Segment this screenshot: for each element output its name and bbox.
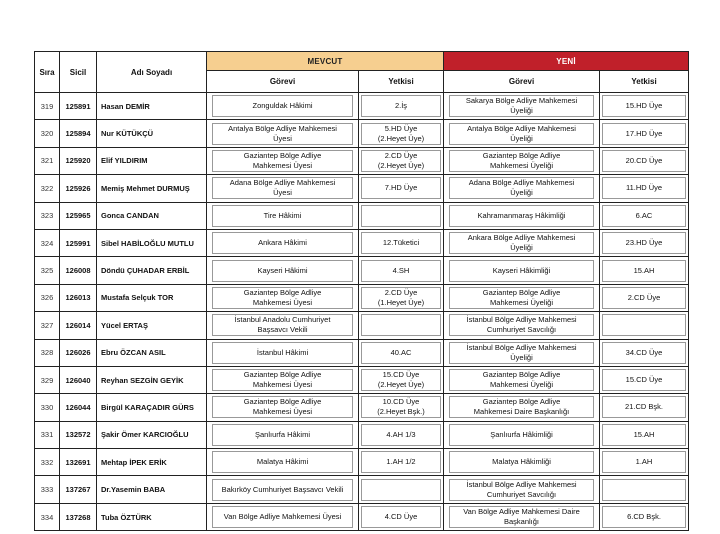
cell-sira: 329: [35, 366, 60, 393]
cell-sira: 333: [35, 476, 60, 503]
mevcut-yetkisi-text: [361, 205, 441, 227]
cell-adi-soyadi: Birgül KARAÇADIR GÜRS: [97, 394, 207, 421]
cell-mevcut-gorevi: [207, 394, 359, 421]
cell-sira: 330: [35, 394, 60, 421]
cell-yeni-gorevi: [444, 93, 600, 120]
yeni-yetkisi-text: 15.AH: [602, 260, 686, 282]
cell-adi-soyadi: Mehtap İPEK ERİK: [97, 449, 207, 476]
yeni-gorevi-text: Kahramanmaraş Hâkimliği: [449, 205, 594, 227]
header-adi-soyadi: Adı Soyadı: [97, 52, 207, 93]
yeni-gorevi-text: Adana Bölge Adliye Mahkemesi Üyeliği: [449, 177, 594, 199]
cell-yeni-gorevi: [444, 476, 600, 503]
cell-adi-soyadi: Yücel ERTAŞ: [97, 312, 207, 339]
yeni-gorevi-text: İstanbul Bölge Adliye Mahkemesi Cumhuriyet Savcılığı: [449, 314, 594, 336]
cell-mevcut-yetkisi: [359, 202, 444, 229]
cell-adi-soyadi: Elif YILDIRIM: [97, 147, 207, 174]
cell-sira: 324: [35, 229, 60, 256]
mevcut-gorevi-text: Gaziantep Bölge Adliye Mahkemesi Üyesi: [212, 150, 353, 172]
cell-mevcut-yetkisi: [359, 476, 444, 503]
cell-mevcut-yetkisi: [359, 394, 444, 421]
yeni-gorevi-text: Şanlıurfa Hâkimliği: [449, 424, 594, 446]
cell-sicil: 126014: [60, 312, 97, 339]
cell-sicil: 125920: [60, 147, 97, 174]
mevcut-gorevi-text: Zonguldak Hâkimi: [212, 95, 353, 117]
mevcut-yetkisi-text: 2.İş: [361, 95, 441, 117]
yeni-yetkisi-text: 1.AH: [602, 451, 686, 473]
cell-adi-soyadi: Hasan DEMİR: [97, 93, 207, 120]
cell-mevcut-yetkisi: [359, 339, 444, 366]
yeni-yetkisi-text: 34.CD Üye: [602, 342, 686, 364]
cell-sicil: 132691: [60, 449, 97, 476]
cell-yeni-gorevi: [444, 421, 600, 448]
yeni-gorevi-text: Van Bölge Adliye Mahkemesi Daire Başkanlığı: [449, 506, 594, 528]
cell-adi-soyadi: Reyhan SEZGİN GEYİK: [97, 366, 207, 393]
yeni-yetkisi-text: 17.HD Üye: [602, 123, 686, 145]
yeni-yetkisi-text: [602, 314, 686, 336]
cell-mevcut-yetkisi: [359, 366, 444, 393]
cell-yeni-gorevi: [444, 175, 600, 202]
header-yeni-yetkisi: Yetkisi: [600, 71, 689, 93]
yeni-yetkisi-text: 23.HD Üye: [602, 232, 686, 254]
cell-yeni-yetkisi: [600, 229, 689, 256]
cell-mevcut-yetkisi: [359, 229, 444, 256]
cell-mevcut-yetkisi: [359, 449, 444, 476]
cell-sira: 325: [35, 257, 60, 284]
yeni-yetkisi-text: 15.AH: [602, 424, 686, 446]
cell-mevcut-gorevi: [207, 284, 359, 311]
cell-sicil: 132572: [60, 421, 97, 448]
cell-mevcut-yetkisi: [359, 312, 444, 339]
yeni-gorevi-text: İstanbul Bölge Adliye Mahkemesi Üyeliği: [449, 342, 594, 364]
mevcut-yetkisi-text: 4.CD Üye: [361, 506, 441, 528]
header-sicil: Sicil: [60, 52, 97, 93]
header-mevcut: MEVCUT: [207, 52, 444, 71]
table-row: [35, 202, 689, 229]
cell-yeni-yetkisi: [600, 257, 689, 284]
cell-sicil: 137267: [60, 476, 97, 503]
cell-sira: 326: [35, 284, 60, 311]
cell-sira: 331: [35, 421, 60, 448]
cell-sicil: 126013: [60, 284, 97, 311]
cell-mevcut-gorevi: [207, 257, 359, 284]
mevcut-gorevi-text: Antalya Bölge Adliye Mahkemesi Üyesi: [212, 123, 353, 145]
cell-sicil: 126026: [60, 339, 97, 366]
table-row: [35, 93, 689, 120]
yeni-yetkisi-text: 20.CD Üye: [602, 150, 686, 172]
header-mevcut-yetkisi: Yetkisi: [359, 71, 444, 93]
mevcut-yetkisi-text: 1.AH 1/2: [361, 451, 441, 473]
cell-sicil: 137268: [60, 503, 97, 530]
cell-mevcut-gorevi: [207, 93, 359, 120]
yeni-gorevi-text: Gaziantep Bölge Adliye Mahkemesi Üyeliği: [449, 369, 594, 391]
cell-mevcut-gorevi: [207, 202, 359, 229]
cell-mevcut-gorevi: [207, 449, 359, 476]
cell-yeni-yetkisi: [600, 366, 689, 393]
table-row: [35, 229, 689, 256]
cell-yeni-gorevi: [444, 394, 600, 421]
cell-mevcut-gorevi: [207, 312, 359, 339]
header-yeni-gorevi: Görevi: [444, 71, 600, 93]
mevcut-gorevi-text: Gaziantep Bölge Adliye Mahkemesi Üyesi: [212, 287, 353, 309]
mevcut-gorevi-text: Ankara Hâkimi: [212, 232, 353, 254]
cell-yeni-yetkisi: [600, 421, 689, 448]
mevcut-yetkisi-text: 7.HD Üye: [361, 177, 441, 199]
yeni-yetkisi-text: 15.CD Üye: [602, 369, 686, 391]
table-row: [35, 421, 689, 448]
mevcut-gorevi-text: Tire Hâkimi: [212, 205, 353, 227]
cell-yeni-gorevi: [444, 366, 600, 393]
mevcut-gorevi-text: Adana Bölge Adliye Mahkemesi Üyesi: [212, 177, 353, 199]
cell-adi-soyadi: Ebru ÖZCAN ASIL: [97, 339, 207, 366]
cell-yeni-yetkisi: [600, 202, 689, 229]
cell-mevcut-gorevi: [207, 503, 359, 530]
mevcut-yetkisi-text: 4.AH 1/3: [361, 424, 441, 446]
cell-sicil: 125965: [60, 202, 97, 229]
cell-yeni-yetkisi: [600, 449, 689, 476]
yeni-yetkisi-text: 6.AC: [602, 205, 686, 227]
yeni-gorevi-text: Gaziantep Bölge Adliye Mahkemesi Üyeliği: [449, 287, 594, 309]
cell-sicil: 125991: [60, 229, 97, 256]
cell-yeni-yetkisi: [600, 284, 689, 311]
cell-sira: 321: [35, 147, 60, 174]
cell-sicil: 126040: [60, 366, 97, 393]
yeni-gorevi-text: Gaziantep Bölge Adliye Mahkemesi Daire Başkanlığı: [449, 396, 594, 418]
cell-yeni-gorevi: [444, 339, 600, 366]
cell-mevcut-yetkisi: [359, 120, 444, 147]
cell-adi-soyadi: Dr.Yasemin BABA: [97, 476, 207, 503]
cell-mevcut-yetkisi: [359, 284, 444, 311]
cell-yeni-yetkisi: [600, 476, 689, 503]
table-row: [35, 476, 689, 503]
mevcut-gorevi-text: Şanlıurfa Hâkimi: [212, 424, 353, 446]
yeni-yetkisi-text: 11.HD Üye: [602, 177, 686, 199]
header-yeni: YENİ: [444, 52, 689, 71]
cell-adi-soyadi: Memiş Mehmet DURMUŞ: [97, 175, 207, 202]
appointment-table: [34, 51, 689, 531]
mevcut-gorevi-text: Gaziantep Bölge Adliye Mahkemesi Üyesi: [212, 369, 353, 391]
table-row: [35, 257, 689, 284]
cell-mevcut-yetkisi: [359, 421, 444, 448]
cell-yeni-gorevi: [444, 312, 600, 339]
table-row: [35, 366, 689, 393]
yeni-gorevi-text: Kayseri Hâkimliği: [449, 260, 594, 282]
cell-adi-soyadi: Nur KÜTÜKÇÜ: [97, 120, 207, 147]
cell-adi-soyadi: Sibel HABİLOĞLU MUTLU: [97, 229, 207, 256]
cell-sira: 323: [35, 202, 60, 229]
cell-sicil: 126008: [60, 257, 97, 284]
yeni-yetkisi-text: 15.HD Üye: [602, 95, 686, 117]
mevcut-yetkisi-text: 12.Tüketici: [361, 232, 441, 254]
cell-mevcut-yetkisi: [359, 147, 444, 174]
cell-sicil: 125894: [60, 120, 97, 147]
yeni-gorevi-text: Antalya Bölge Adliye Mahkemesi Üyeliği: [449, 123, 594, 145]
mevcut-yetkisi-text: 2.CD Üye (2.Heyet Üye): [361, 150, 441, 172]
cell-mevcut-gorevi: [207, 229, 359, 256]
table-row: [35, 284, 689, 311]
cell-sira: 334: [35, 503, 60, 530]
cell-yeni-yetkisi: [600, 394, 689, 421]
cell-sira: 322: [35, 175, 60, 202]
cell-sira: 328: [35, 339, 60, 366]
cell-adi-soyadi: Şakir Ömer KARCIOĞLU: [97, 421, 207, 448]
cell-yeni-gorevi: [444, 257, 600, 284]
cell-adi-soyadi: Tuba ÖZTÜRK: [97, 503, 207, 530]
cell-yeni-yetkisi: [600, 93, 689, 120]
mevcut-gorevi-text: Van Bölge Adliye Mahkemesi Üyesi: [212, 506, 353, 528]
table-row: [35, 503, 689, 530]
yeni-gorevi-text: Ankara Bölge Adliye Mahkemesi Üyeliği: [449, 232, 594, 254]
cell-yeni-yetkisi: [600, 175, 689, 202]
yeni-gorevi-text: Malatya Hâkimliği: [449, 451, 594, 473]
cell-mevcut-gorevi: [207, 421, 359, 448]
cell-mevcut-gorevi: [207, 476, 359, 503]
cell-mevcut-gorevi: [207, 175, 359, 202]
table-header-row: [35, 52, 689, 71]
mevcut-yetkisi-text: 10.CD Üye (2.Heyet Bşk.): [361, 396, 441, 418]
cell-sira: 319: [35, 93, 60, 120]
cell-mevcut-gorevi: [207, 147, 359, 174]
table-row: [35, 394, 689, 421]
table-body: [35, 93, 689, 531]
mevcut-gorevi-text: Bakırköy Cumhuriyet Başsavcı Vekili: [212, 479, 353, 501]
cell-yeni-gorevi: [444, 202, 600, 229]
cell-yeni-gorevi: [444, 449, 600, 476]
cell-mevcut-yetkisi: [359, 93, 444, 120]
mevcut-yetkisi-text: 5.HD Üye (2.Heyet Üye): [361, 123, 441, 145]
cell-yeni-gorevi: [444, 284, 600, 311]
cell-adi-soyadi: Döndü ÇUHADAR ERBİL: [97, 257, 207, 284]
cell-mevcut-yetkisi: [359, 175, 444, 202]
cell-sira: 327: [35, 312, 60, 339]
cell-yeni-gorevi: [444, 229, 600, 256]
yeni-yetkisi-text: 2.CD Üye: [602, 287, 686, 309]
cell-sira: 332: [35, 449, 60, 476]
cell-yeni-gorevi: [444, 147, 600, 174]
mevcut-yetkisi-text: 15.CD Üye (2.Heyet Üye): [361, 369, 441, 391]
mevcut-gorevi-text: Malatya Hâkimi: [212, 451, 353, 473]
cell-yeni-gorevi: [444, 120, 600, 147]
cell-adi-soyadi: Mustafa Selçuk TOR: [97, 284, 207, 311]
mevcut-gorevi-text: İstanbul Anadolu Cumhuriyet Başsavcı Vekili: [212, 314, 353, 336]
table-row: [35, 339, 689, 366]
header-sira: Sıra: [35, 52, 60, 93]
table-row: [35, 147, 689, 174]
cell-mevcut-gorevi: [207, 366, 359, 393]
cell-yeni-yetkisi: [600, 503, 689, 530]
cell-mevcut-gorevi: [207, 120, 359, 147]
cell-sicil: 125926: [60, 175, 97, 202]
mevcut-yetkisi-text: [361, 314, 441, 336]
mevcut-gorevi-text: Gaziantep Bölge Adliye Mahkemesi Üyesi: [212, 396, 353, 418]
mevcut-gorevi-text: Kayseri Hâkimi: [212, 260, 353, 282]
table-row: [35, 312, 689, 339]
cell-yeni-yetkisi: [600, 120, 689, 147]
mevcut-gorevi-text: İstanbul Hâkimi: [212, 342, 353, 364]
cell-mevcut-yetkisi: [359, 257, 444, 284]
cell-sicil: 125891: [60, 93, 97, 120]
yeni-gorevi-text: Gaziantep Bölge Adliye Mahkemesi Üyeliği: [449, 150, 594, 172]
cell-yeni-yetkisi: [600, 312, 689, 339]
yeni-yetkisi-text: 21.CD Bşk.: [602, 396, 686, 418]
cell-sicil: 126044: [60, 394, 97, 421]
mevcut-yetkisi-text: 40.AC: [361, 342, 441, 364]
yeni-yetkisi-text: 6.CD Bşk.: [602, 506, 686, 528]
yeni-gorevi-text: Sakarya Bölge Adliye Mahkemesi Üyeliği: [449, 95, 594, 117]
mevcut-yetkisi-text: 4.SH: [361, 260, 441, 282]
mevcut-yetkisi-text: 2.CD Üye (1.Heyet Üye): [361, 287, 441, 309]
cell-sira: 320: [35, 120, 60, 147]
cell-mevcut-gorevi: [207, 339, 359, 366]
cell-yeni-yetkisi: [600, 147, 689, 174]
cell-yeni-gorevi: [444, 503, 600, 530]
table-row: [35, 175, 689, 202]
mevcut-yetkisi-text: [361, 479, 441, 501]
cell-mevcut-yetkisi: [359, 503, 444, 530]
cell-adi-soyadi: Gonca CANDAN: [97, 202, 207, 229]
yeni-gorevi-text: İstanbul Bölge Adliye Mahkemesi Cumhuriyet Savcılığı: [449, 479, 594, 501]
cell-yeni-yetkisi: [600, 339, 689, 366]
yeni-yetkisi-text: [602, 479, 686, 501]
table-row: [35, 449, 689, 476]
table-row: [35, 120, 689, 147]
header-mevcut-gorevi: Görevi: [207, 71, 359, 93]
